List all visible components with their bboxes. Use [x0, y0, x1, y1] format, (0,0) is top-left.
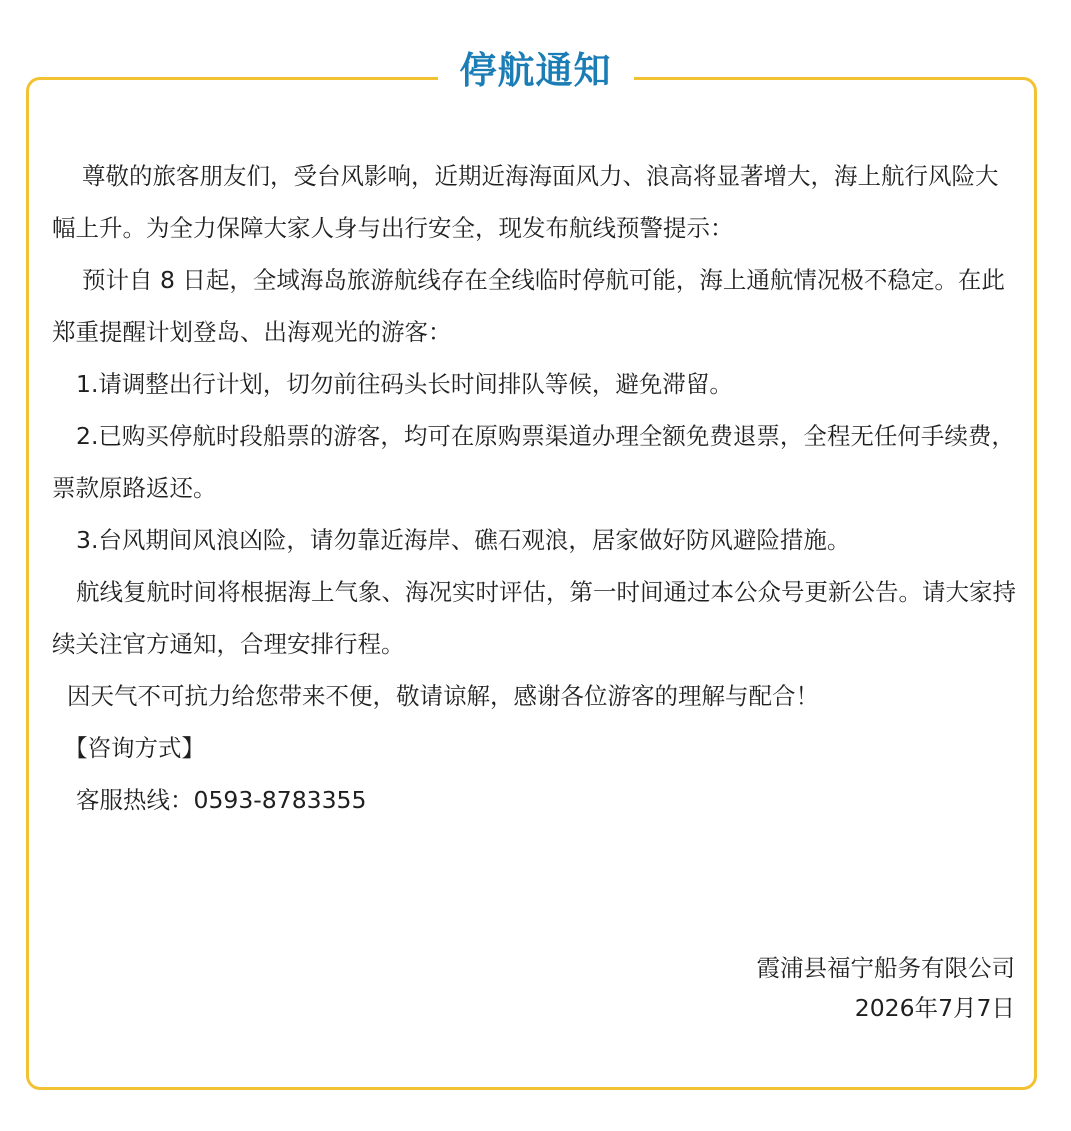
tip-item-1: 1.请调整出行计划，切勿前往码头长时间排队等候，避免滞留。 — [76, 370, 733, 398]
contact-heading: 【咨询方式】 — [64, 734, 205, 762]
warning-paragraph: 预计自 8 日起，全域海岛旅游航线存在全线临时停航可能，海上通航情况极不稳定。在此郑重提醒计划登岛、出海观光的游客： — [52, 266, 1005, 346]
notice-body — [52, 150, 1020, 826]
hotline-text: 客服热线：0593-8783355 — [76, 786, 367, 814]
notice-title: 停航通知 — [438, 46, 634, 96]
resume-paragraph: 航线复航时间将根据海上气象、海况实时评估，第一时间通过本公众号更新公告。请大家持续关注官方通知，合理安排行程。 — [52, 578, 1016, 658]
apology-paragraph: 因天气不可抗力给您带来不便，敬请谅解，感谢各位游客的理解与配合！ — [67, 682, 819, 710]
company-name: 霞浦县福宁船务有限公司 — [756, 954, 1015, 982]
tip-item-3: 3.台风期间风浪凶险，请勿靠近海岸、礁石观浪，居家做好防风避险措施。 — [76, 526, 851, 554]
notice-date: 2026年7月7日 — [854, 994, 1015, 1022]
signature-block — [757, 948, 1016, 1028]
intro-paragraph: 尊敬的旅客朋友们，受台风影响，近期近海海面风力、浪高将显著增大，海上航行风险大幅上升。为全力保障大家人身与出行安全，现发布航线预警提示： — [52, 162, 999, 242]
tip-item-2: 2.已购买停航时段船票的游客，均可在原购票渠道办理全额免费退票，全程无任何手续费，票款原路返还。 — [52, 422, 1015, 502]
